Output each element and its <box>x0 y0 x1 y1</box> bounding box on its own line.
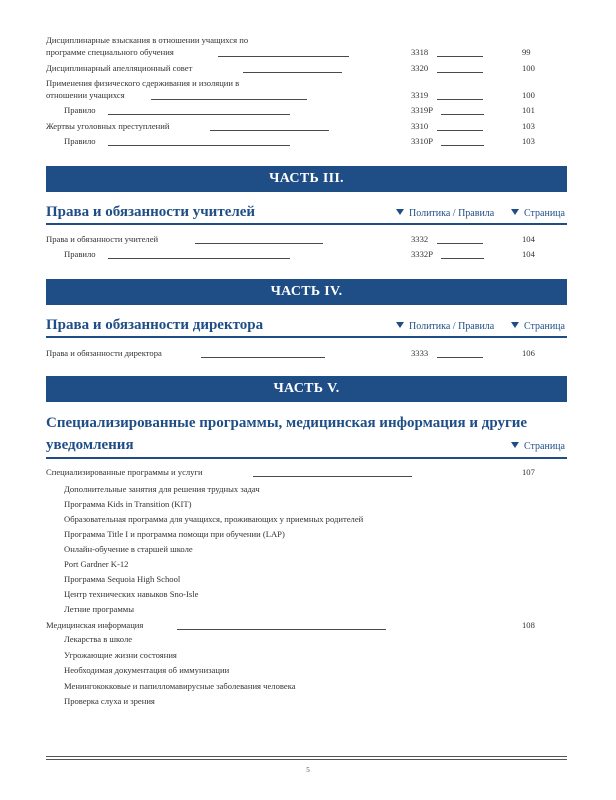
page-column-header: Страница <box>511 208 565 220</box>
leader-line <box>437 99 483 100</box>
leader-line <box>441 258 484 259</box>
toc-subitem: Программа Title I и программа помощи при обучении (LAP) <box>64 529 285 539</box>
footer-rule <box>46 759 567 760</box>
policy-column-header: Политика / Правила <box>396 321 494 333</box>
triangle-down-icon <box>511 322 519 328</box>
toc-entry-text: Правило <box>64 136 96 146</box>
page-ref: 104 <box>522 249 535 259</box>
leader-line <box>218 56 349 57</box>
triangle-down-icon <box>511 442 519 448</box>
section-rule <box>46 336 567 338</box>
leader-line <box>437 130 483 131</box>
toc-subitem: Менингококковые и папилломавирусные заболевания человека <box>64 681 296 691</box>
toc-subitem: Онлайн-обучение в старшей школе <box>64 544 193 554</box>
toc-entry-text: Применения физического сдерживания и изоляции в <box>46 78 240 88</box>
leader-line <box>441 145 484 146</box>
toc-subitem: Программа Sequoia High School <box>64 574 181 584</box>
page-column-header: Страница <box>511 321 565 333</box>
triangle-down-icon <box>511 209 519 215</box>
page-ref: 107 <box>522 467 535 477</box>
part-banner <box>46 166 567 192</box>
leader-line <box>253 476 412 477</box>
section-title: Права и обязанности директора <box>46 317 264 333</box>
toc-entry-text: Жертвы уголовных преступлений <box>46 121 170 131</box>
part-banner-label: ЧАСТЬ V. <box>273 381 340 396</box>
toc-entry-text: Правило <box>64 249 96 259</box>
toc-entry-text: программе специального обучения <box>46 47 174 57</box>
part-banner <box>46 376 567 402</box>
section-title: Права и обязанности учителей <box>46 204 256 220</box>
page-ref: 103 <box>522 121 535 131</box>
leader-line <box>177 629 386 630</box>
policy-code: 3318 <box>411 47 429 57</box>
toc-group-heading: Специализированные программы и услуги <box>46 467 203 477</box>
part-banner-label: ЧАСТЬ IV. <box>270 284 343 299</box>
leader-line <box>151 99 307 100</box>
section-title: Специализированные программы, медицинская информация и другие <box>46 415 528 431</box>
toc-subitem: Угрожающие жизни состояния <box>64 650 177 660</box>
leader-line <box>108 258 290 259</box>
page-column-header: Страница <box>511 441 565 453</box>
leader-line <box>201 357 325 358</box>
policy-code: 3310 <box>411 121 429 131</box>
policy-column-header: Политика / Правила <box>396 208 494 220</box>
leader-line <box>437 56 483 57</box>
policy-code: 3319 <box>411 90 429 100</box>
toc-entry-text: отношении учащихся <box>46 90 125 100</box>
page-ref: 104 <box>522 234 535 244</box>
leader-line <box>108 145 290 146</box>
page-number: 5 <box>306 766 310 774</box>
toc-entry-text: Дисциплинарные взыскания в отношении учащихся по <box>46 35 249 45</box>
page-ref: 101 <box>522 105 535 115</box>
part-banner-label: ЧАСТЬ III. <box>269 171 344 186</box>
policy-code: 3333 <box>411 348 429 358</box>
toc-entry-text: Правило <box>64 105 96 115</box>
toc-entry-text: Права и обязанности директора <box>46 348 162 358</box>
policy-code: 3310P <box>411 136 433 146</box>
leader-line <box>243 72 342 73</box>
policy-code: 3332P <box>411 249 433 259</box>
toc-entry-text: Права и обязанности учителей <box>46 234 159 244</box>
leader-line <box>210 130 329 131</box>
toc-subitem: Лекарства в школе <box>64 634 133 644</box>
part-banner <box>46 279 567 305</box>
toc-subitem: Программа Kids in Transition (KIT) <box>64 499 192 509</box>
toc-entry-text: Дисциплинарный апелляционный совет <box>46 63 193 73</box>
page-ref: 103 <box>522 136 535 146</box>
section-rule <box>46 223 567 225</box>
leader-line <box>195 243 323 244</box>
page-ref: 106 <box>522 348 535 358</box>
leader-line <box>437 243 483 244</box>
toc-subitem: Дополнительные занятия для решения трудных задач <box>64 484 260 494</box>
toc-subitem: Образовательная программа для учащихся, проживающих у приемных родителей <box>64 514 364 524</box>
toc-subitem: Летние программы <box>64 604 134 614</box>
leader-line <box>108 114 290 115</box>
policy-code: 3320 <box>411 63 429 73</box>
leader-line <box>441 114 484 115</box>
toc-group-heading: Медицинская информация <box>46 620 144 630</box>
section-title-continued: уведомления <box>46 437 134 453</box>
footer-rule <box>46 756 567 757</box>
triangle-down-icon <box>396 322 404 328</box>
leader-line <box>437 357 483 358</box>
page-ref: 100 <box>522 90 535 100</box>
policy-code: 3319P <box>411 105 433 115</box>
section-rule <box>46 457 567 459</box>
page-ref: 100 <box>522 63 535 73</box>
policy-code: 3332 <box>411 234 429 244</box>
page-ref: 99 <box>522 47 531 57</box>
toc-subitem: Проверка слуха и зрения <box>64 696 155 706</box>
leader-line <box>437 72 483 73</box>
page-ref: 108 <box>522 620 535 630</box>
toc-subitem: Необходимая документация об иммунизации <box>64 665 230 675</box>
triangle-down-icon <box>396 209 404 215</box>
toc-subitem: Port Gardner K-12 <box>64 559 129 569</box>
toc-subitem: Центр технических навыков Sno-Isle <box>64 589 199 599</box>
